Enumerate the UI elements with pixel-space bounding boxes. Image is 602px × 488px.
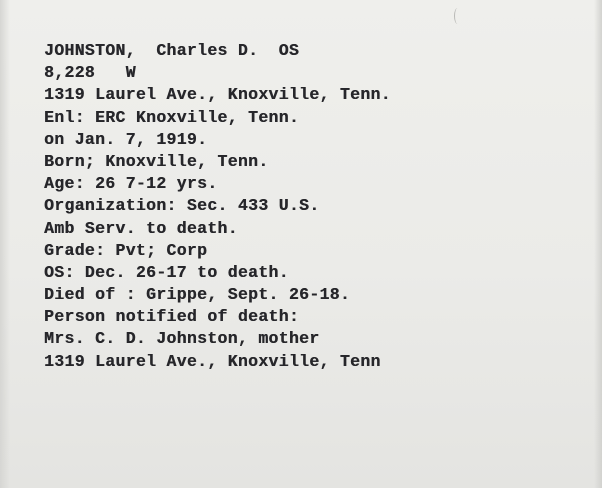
- notified-label-line: Person notified of death:: [44, 307, 300, 327]
- typed-record: [44, 40, 391, 373]
- enlistment-date-line: on Jan. 7, 1919.: [44, 129, 208, 149]
- organization-cont-line: Amb Serv. to death.: [44, 218, 238, 238]
- enlistment-line: Enl: ERC Knoxville, Tenn.: [44, 107, 300, 127]
- grade-line: Grade: Pvt; Corp: [44, 240, 208, 260]
- address-line: 1319 Laurel Ave., Knoxville, Tenn.: [44, 85, 391, 105]
- birthplace-line: Born; Knoxville, Tenn.: [44, 151, 269, 171]
- card-edge-shadow-left: [0, 0, 10, 488]
- card-edge-shadow-right: [594, 0, 602, 488]
- cause-of-death-line: Died of : Grippe, Sept. 26-18.: [44, 285, 351, 305]
- notified-person-line: Mrs. C. D. Johnston, mother: [44, 329, 320, 349]
- age-line: Age: 26 7-12 yrs.: [44, 174, 218, 194]
- organization-line: Organization: Sec. 433 U.S.: [44, 196, 320, 216]
- paper-mark: [454, 8, 461, 24]
- overseas-line: OS: Dec. 26-17 to death.: [44, 262, 289, 282]
- service-number-line: 8,228 W: [44, 63, 136, 83]
- name-line: JOHNSTON, Charles D. OS: [44, 41, 300, 60]
- notified-address-line: 1319 Laurel Ave., Knoxville, Tenn: [44, 351, 381, 371]
